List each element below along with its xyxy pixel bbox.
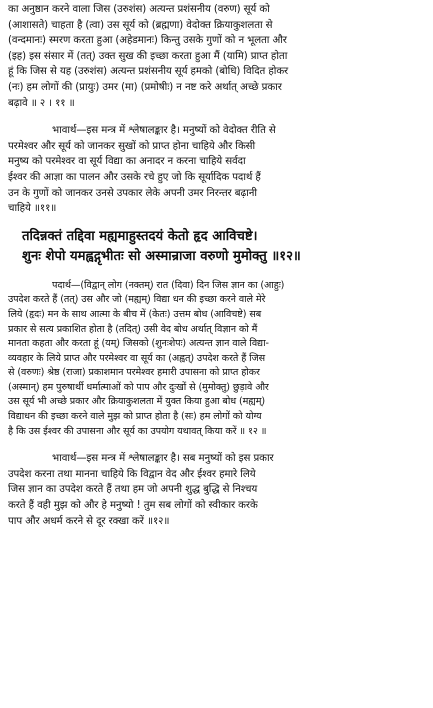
text-line: मानता कहता और करता हूं (यम्) जिसको (शुनःशेपः) अत्यन्त ज्ञान वाले विद्या- xyxy=(8,338,269,350)
text-line: (अस्मान्) हम पुरुषार्थी धर्मात्माओं को पाप और दुःखों से (मुमोक्तु) छुड़ावे और xyxy=(8,381,269,393)
text-line: चाहिये ॥११॥ xyxy=(8,203,57,215)
text-line: उस सूर्य भी अच्छे प्रकार और क्रियाकुशलता में युक्त किया हुआ बोध (मह्यम्) xyxy=(8,396,266,408)
text-line: का अनुष्ठान करने वाला जिस (उरुशंस) अत्यन्त प्रशंसनीय (वरुण) सूर्य को xyxy=(8,4,270,15)
verse-12 xyxy=(8,227,427,267)
text-line: करते हैं वही मुझ को और हे मनुष्यो ! तुम सब लोगों को स्वीकार करके xyxy=(8,500,258,512)
text-line: भावार्थ—इस मन्त्र में श्लेषालङ्कार है। मनुष्यों को वेदोक्त रीति से xyxy=(52,125,276,137)
text-line: व्यवहार के लिये प्राप्त और परमेश्वर वा सूर्य का (अह्वत्) उपदेश करते हैं जिस xyxy=(8,352,266,364)
text-line: प्रकार से सत्य प्रकाशित होता है (तदित्) उसी वेद बोध अर्थात् विज्ञान को मैं xyxy=(8,323,258,335)
text-line: (वन्दमानः) स्मरण करता हुआ (अहेडमानः) किन्तु उसके गुणों को न भूलता और xyxy=(8,35,287,47)
text-line: लिये (हृदः) मन के साथ आत्मा के बीच में (केतः) उत्तम बोध (आविचष्टे) सब xyxy=(8,308,262,320)
verse-line: तदिन्नक्तं तद्दिवा मह्यमाहुस्तदयं केतो हृद आविचष्टे। xyxy=(22,228,258,244)
text-line: जिस ज्ञान का उपदेश करते हैं तथा हम जो अपनी शुद्ध बुद्धि से निश्चय xyxy=(8,484,258,496)
text-line: पाप और अधर्म करने से दूर रक्खा करें ॥१२॥ xyxy=(8,515,170,527)
verse-line: शुनः शेपो यमह्वद्गृभीतः सो अस्मान्राजा वरुणो मुमोक्तु ॥१२॥ xyxy=(22,248,301,264)
text-line: परमेश्वर और सूर्य को जानकर सुखों को प्राप्त होना चाहिये और किसी xyxy=(8,140,256,152)
text-line: (इह) इस संसार में (तत्) उक्त सुख की इच्छा करता हुआ मैं (यामि) प्राप्त होता xyxy=(8,50,288,62)
text-line: (आशासते) चाहता है (त्वा) उस सूर्य को (ब्रह्मणा) वेदोक्त क्रियाकुशलता से xyxy=(8,19,273,31)
text-line: भावार्थ—इस मन्त्र में श्लेषालङ्कार है। सब मनुष्यों को इस प्रकार xyxy=(52,453,274,465)
padarth-12 xyxy=(8,279,427,440)
text-line: मनुष्य को परमेश्वर वा सूर्य विद्या का अनादर न करना चाहिये सर्वदा xyxy=(8,156,246,168)
text-line: उन के गुणों को जानकर उनसे उपकार लेके अपनी उमर निरन्तर बढ़ानी xyxy=(8,187,257,199)
text-line: ईश्वर की आज्ञा का पालन और उसके रचे हुए जो कि सूर्यादिक पदार्थ हैं xyxy=(8,171,261,183)
text-line: (नः) हम लोगों की (प्रायुः) उमर (मा) (प्रमोषीः) न नष्ट करे अर्थात् अच्छे प्रकार xyxy=(8,81,282,93)
text-line: बढ़ावे ॥ २ । ११ ॥ xyxy=(8,97,75,109)
text-line: हूं कि जिस से यह (उरुशंस) अत्यन्त प्रशंसनीय सूर्य हमको (बोधि) विदित होकर xyxy=(8,66,289,78)
padarth-continuation xyxy=(8,2,427,111)
bhavarth-11 xyxy=(8,123,427,217)
bhavarth-12 xyxy=(8,451,427,529)
text-line: उपदेश करना तथा मानना चाहिये कि विद्वान वेद और ईश्वर हमारे लिये xyxy=(8,468,256,480)
text-line: से (वरुणः) श्रेष्ठ (राजा) प्रकाशमान परमेश्वर हमारी उपासना को प्राप्त होकर xyxy=(8,367,260,379)
text-line: विद्याधन की इच्छा करने वाले मुझ को प्राप्त होता है (सः) हम लोगों को योग्य xyxy=(8,411,262,423)
text-line: उपदेश करते हैं (तत्) उस और जो (मह्यम्) विद्या धन की इच्छा करने वाले मेरे xyxy=(8,294,266,306)
text-line: पदार्थ—(विद्वान् लोग (नक्तम्) रात (दिवा) दिन जिस ज्ञान का (आहुः) xyxy=(52,279,285,291)
text-line: है कि उस ईश्वर की उपासना और सूर्य का उपयोग यथावत् किया करें ॥ १२ ॥ xyxy=(8,425,267,437)
